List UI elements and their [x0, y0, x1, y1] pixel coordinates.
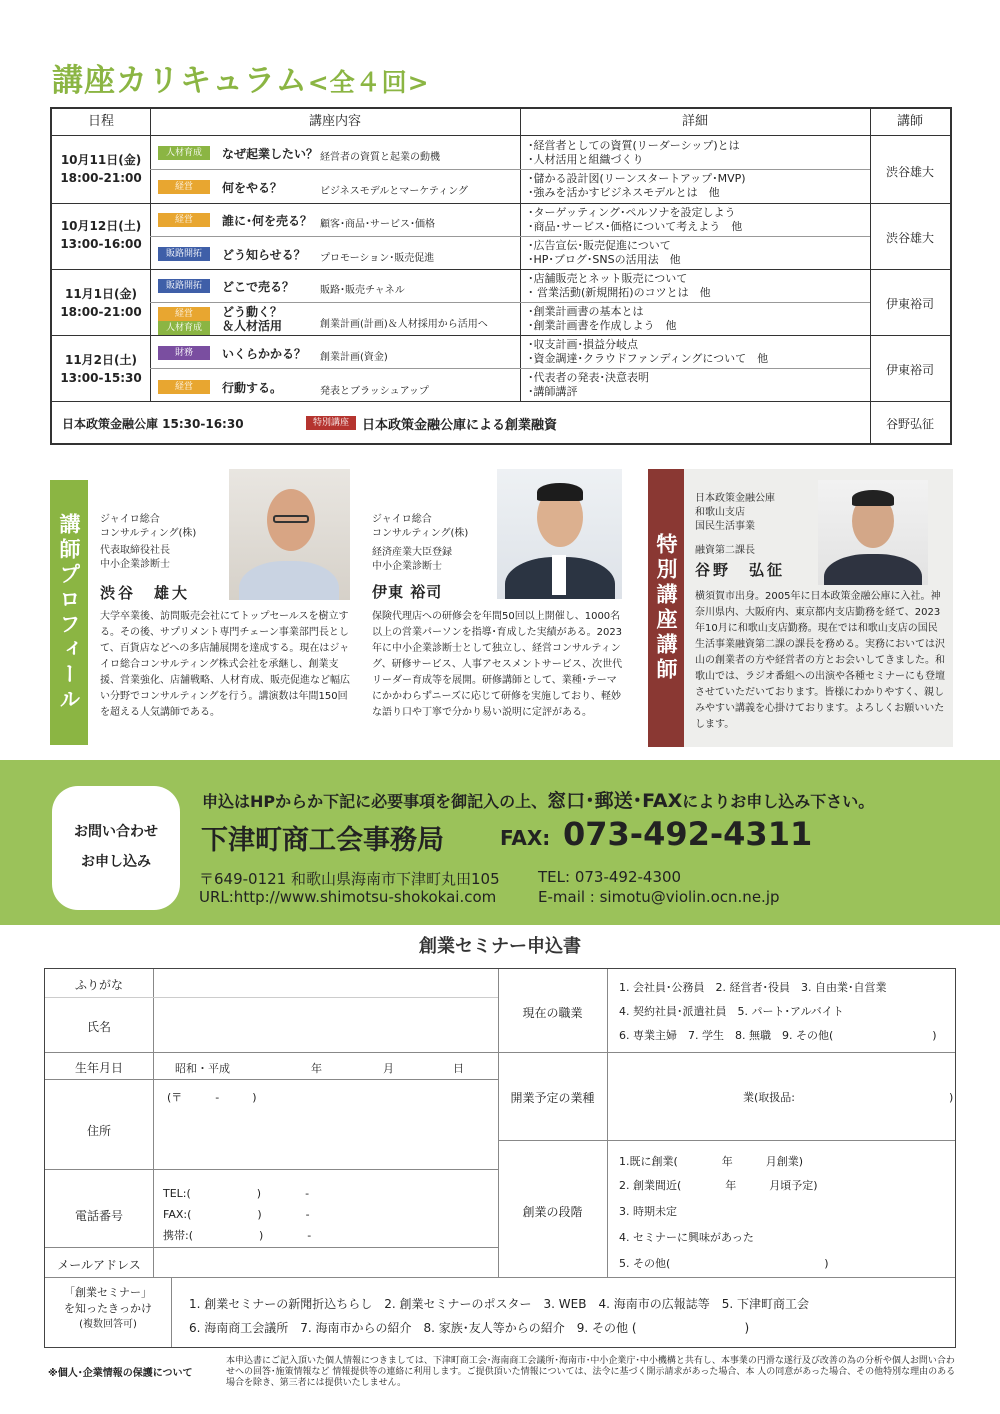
- fax-field[interactable]: FAX:( ) -: [163, 1208, 310, 1221]
- tag-label: 人材育成: [158, 321, 210, 335]
- row-subtitle: 経営者の資質と起業の動機: [320, 152, 440, 163]
- session-1-date: 10月11日(金) 18:00-21:00: [60, 153, 142, 185]
- fax-label: FAX:: [500, 826, 551, 850]
- contact-email[interactable]: E-mail : simotu@violin.ocn.ne.jp: [538, 888, 780, 906]
- curriculum-table: [50, 107, 952, 445]
- job-option-line-2[interactable]: 4. 契約社員･派遣社員 5. パート･アルバイト: [619, 1005, 844, 1018]
- mobile-field[interactable]: 携帯:( ) -: [163, 1229, 312, 1242]
- header-detail: 詳細: [681, 114, 708, 129]
- contact-intro: 申込はHPからか下記に必要事項を御記入の上、窓口･郵送･FAXによりお申し込み下さい。: [202, 790, 875, 812]
- row-title: いくらかかる？: [222, 347, 307, 361]
- birth-label: 生年月日: [74, 1061, 123, 1075]
- row-subtitle: 顧客･商品･サービス･価格: [320, 219, 435, 230]
- contact-tel: TEL: 073-492-4300: [538, 868, 682, 886]
- how-options-line-1[interactable]: 1. 創業セミナーの新聞折込ちらし 2. 創業セミナーのポスター 3. WEB 4. 海南市の広報誌等 5. 下津町商工会: [189, 1297, 810, 1311]
- mail-field[interactable]: [154, 1248, 497, 1276]
- row-subtitle: ビジネスモデルとマーケティング: [320, 186, 468, 197]
- session-4-lecturer: 伊東裕司: [885, 363, 934, 377]
- tag-label: 人材育成: [158, 146, 210, 160]
- curriculum-title: [52, 55, 430, 100]
- special-lecturer: 谷野弘征: [885, 417, 934, 431]
- tag-label: 販路開拓: [158, 247, 210, 261]
- birth-day: 日: [453, 1062, 464, 1075]
- form-title: 創業セミナー申込書: [419, 936, 581, 957]
- session-2-date: 10月12日(土) 13:00-16:00: [60, 219, 142, 251]
- lecturer-2-org: ジャイロ総合 コンサルティング(株) 経済産業大臣登録 中小企業診断士: [372, 514, 469, 572]
- privacy-text: 本申込書にご記入頂いた個人情報につきましては、下津町商工会･海南商工会議所･海南市･中小企業庁･中小機構と共有し、本事業の円滑な遂行及び改善の為の分析や個人お問い合わせへの回答･施策情報など 情報提供等の連絡に利用します。ご提供頂いた情報については、法令に基づく開示請求があった場合、本 人の同意があった場合、その他特別な理由のある場合を除き、第三者には提供いたしません。: [226, 1356, 956, 1388]
- row-subtitle: 創業計画(資金): [320, 352, 388, 363]
- lecturer-3-name: 谷野 弘征: [695, 561, 786, 579]
- tag-label: 経営: [158, 380, 210, 394]
- row-details: ･店舗販売とネット販売について ･ 営業活動(新規開拓)のコツとは 他: [528, 272, 711, 299]
- row-title: どう動く？ ＆人材活用: [222, 305, 283, 333]
- special-tag: 特別講座: [306, 416, 356, 430]
- lecturer-2-name: 伊東 裕司: [372, 583, 443, 601]
- name-label: 氏名: [86, 1020, 111, 1034]
- phone-label: 電話番号: [74, 1209, 123, 1223]
- tag-label: 販路開拓: [158, 279, 210, 293]
- special-title: 日本政策金融公庫による創業融資: [362, 418, 558, 433]
- stage-option-4[interactable]: 4. セミナーに興味があった: [619, 1231, 754, 1244]
- lecturer-1-org: ジャイロ総合 コンサルティング(株) 代表取締役社長 中小企業診断士: [100, 514, 197, 570]
- row-title: 何をやる？: [222, 181, 283, 195]
- industry-label: 開業予定の業種: [510, 1091, 595, 1105]
- row-details: ･創業計画書の基本とは ･創業計画書を作成しよう 他: [528, 305, 677, 332]
- session-1-lecturer: 渋谷雄大: [885, 165, 934, 179]
- lecturer-1-photo: [229, 469, 350, 600]
- office-name: 下津町商工会事務局: [201, 825, 444, 856]
- row-subtitle: 販路･販売チャネル: [320, 285, 405, 296]
- application-form: [44, 968, 956, 1348]
- row-title: なぜ起業したい？: [222, 147, 319, 161]
- address-label: 住所: [86, 1124, 111, 1138]
- lecturer-1-name: 渋谷 雄大: [100, 584, 191, 602]
- header-content: 講座内容: [308, 114, 361, 129]
- lecturer-1-bio: 大学卒業後、訪問販売会社にてトップセールスを樹立する。その後、サプリメント専門チェーン事業部門長として、百貨店などへの多店舗展開を達成する。現在はジャイロ総合コンサルティング株式会社を承継し、創業支援、営業強化、店舗戦略、人材育成、販売促進など幅広い分野でコンサルティングを行う。講演数は年間150回を超える人気講師である。: [100, 611, 350, 718]
- special-org-time: 日本政策金融公庫 15:30-16:30: [62, 417, 244, 431]
- session-3-lecturer: 伊東裕司: [885, 297, 934, 311]
- lecturer-3-bio: 横須賀市出身。2005年に日本政策金融公庫に入社。神奈川県内、大阪府内、東京都内支店勤務を経て、2023年10月に和歌山支店勤務。現在では和歌山支店の国民生活事業融資第二課の課長を務める。実務においては沢山の創業者の方や経営者の方とお会いしてきました。和歌山では、ラジオ番組への出演や各種セミナーにも登壇させていただいております。皆様にわかりやすく、親しみやすい講義を心掛けております。よろしくお願いいたします。: [695, 591, 945, 730]
- stage-option-1[interactable]: 1.既に創業( 年 月創業): [619, 1155, 804, 1168]
- job-option-line-3[interactable]: 6. 専業主婦 7. 学生 8. 無職 9. その他( ): [619, 1029, 937, 1042]
- session-2-lecturer: 渋谷雄大: [885, 231, 934, 245]
- curriculum-title-main: 講座カリキュラム: [52, 63, 308, 99]
- tag-label: 経営: [158, 213, 210, 227]
- row-details: ･広告宣伝･販売促進について ･HP･ブログ･SNSの活用法 他: [528, 239, 681, 266]
- header-lecturer: 講師: [896, 114, 923, 129]
- postal-field[interactable]: (〒 - ): [167, 1091, 257, 1104]
- contact-url[interactable]: URL:http://www.shimotsu-shokokai.com: [199, 888, 497, 906]
- job-label: 現在の職業: [522, 1006, 583, 1020]
- row-details: ･経営者としての資質(リーダーシップ)とは ･人材活用と組織づくり: [528, 139, 740, 166]
- row-subtitle: 発表とブラッシュアップ: [320, 386, 429, 397]
- stage-option-3[interactable]: 3. 時期未定: [619, 1205, 677, 1218]
- tel-field[interactable]: TEL:( ) -: [163, 1187, 310, 1200]
- birth-year: 年: [311, 1062, 322, 1075]
- job-option-line-1[interactable]: 1. 会社員･公務員 2. 経営者･役員 3. 自由業･自営業: [619, 981, 887, 994]
- contact-address: 〒649-0121 和歌山県海南市下津町丸田105: [199, 870, 500, 888]
- fax-number: 073-492-4311: [563, 815, 813, 853]
- how-options-line-2[interactable]: 6. 海南商工会議所 7. 海南市からの紹介 8. 家族･友人等からの紹介 9. その他 ( ): [189, 1321, 750, 1335]
- session-3-date: 11月1日(金) 18:00-21:00: [60, 287, 142, 319]
- birth-era: 昭和・平成: [175, 1062, 230, 1075]
- tag-label: 経営: [158, 307, 210, 321]
- row-title: どう知らせる？: [222, 248, 306, 262]
- row-details: ･儲かる設計図(リーンスタートアップ･MVP) ･強みを活かすビジネスモデルとは 他: [528, 172, 746, 199]
- how-label: 「創業セミナー」 を知ったきっかけ (複数回答可): [64, 1286, 152, 1330]
- stage-option-5[interactable]: 5. その他( ): [619, 1257, 829, 1270]
- tag-label: 経営: [158, 180, 210, 194]
- profile-label: 講師プロフィール: [50, 480, 88, 745]
- stage-option-2[interactable]: 2. 創業間近( 年 月頃予定): [619, 1179, 818, 1192]
- lecturer-2-photo: [497, 469, 622, 599]
- special-profile-label: 特別講座講師: [648, 469, 684, 747]
- furigana-label: ふりがな: [74, 978, 123, 992]
- furigana-field[interactable]: [154, 970, 497, 996]
- name-field[interactable]: [154, 998, 497, 1051]
- stage-label: 創業の段階: [522, 1205, 583, 1219]
- row-details: ･収支計画･損益分岐点 ･資金調達･クラウドファンディングについて 他: [528, 338, 769, 365]
- lecturer-3-photo: [818, 480, 928, 585]
- industry-field[interactable]: 業(取扱品: ): [743, 1091, 954, 1104]
- curriculum-title-sub: <全４回>: [307, 68, 430, 97]
- tag-label: 財務: [158, 346, 210, 360]
- contact-bubble: お問い合わせ お申し込み: [52, 786, 180, 910]
- lecturer-2-bio: 保険代理店への研修会を年間50回以上開催し、1000名以上の営業パーソンを指導･育成した実績がある。2023年に中小企業診断士として独立し、経営コンサルティング、研修サービス、人事アセスメントサービス、次世代リーダー育成等を展開。研修講師として、業種･テーマにかかわらずニーズに応じて研修を実施しており、軽妙な語り口や丁寧で分かり易い説明に定評がある。: [372, 611, 623, 718]
- session-4-date: 11月2日(土) 13:00-15:30: [60, 353, 142, 385]
- row-details: ･ターゲッティング･ペルソナを設定しよう ･商品･サービス･価格について考えよう 他: [528, 206, 743, 233]
- row-subtitle: 創業計画(計画)＆人材採用から活用へ: [320, 319, 488, 330]
- mail-label: メールアドレス: [57, 1258, 141, 1272]
- header-date: 日程: [87, 114, 114, 129]
- row-title: どこで売る？: [222, 280, 295, 294]
- privacy-label: ※個人･企業情報の保護について: [48, 1368, 193, 1379]
- row-subtitle: プロモーション･販売促進: [320, 253, 435, 264]
- row-title: 行動する。: [222, 381, 283, 395]
- row-details: ･代表者の発表･決意表明 ･講師講評: [528, 371, 649, 398]
- row-title: 誰に･何を売る？: [222, 214, 313, 228]
- birth-month: 月: [383, 1062, 394, 1075]
- lecturer-3-org: 日本政策金融公庫 和歌山支店 国民生活事業 融資第二課長: [695, 493, 775, 556]
